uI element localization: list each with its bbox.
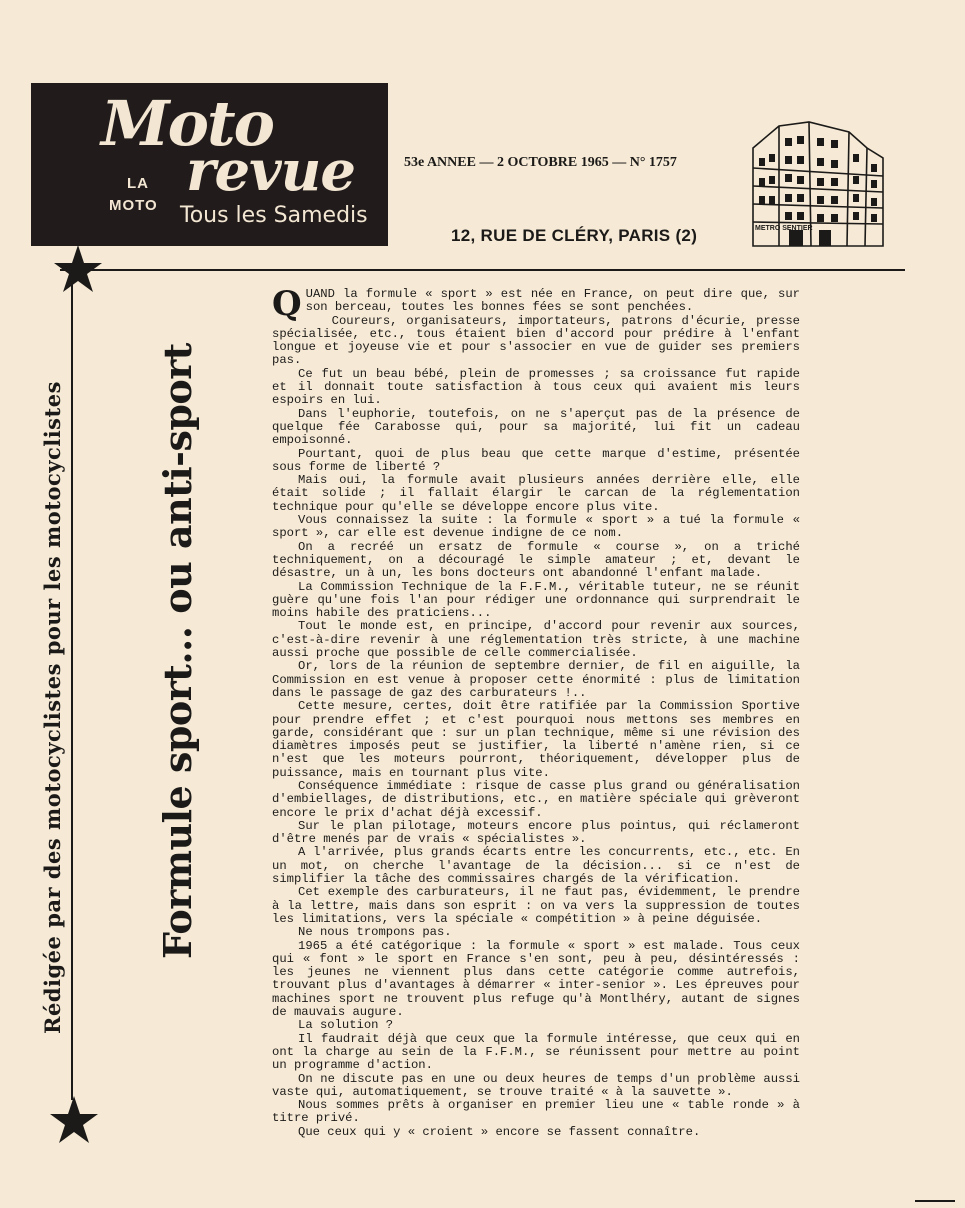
- article-paragraph: Il faudrait déjà que ceux que la formule intéresse, que ceux qui en ont la charge au sein de la F.F.M., se réunissent pour mettre au point un programme d'action.: [272, 1031, 800, 1073]
- article-paragraph: Coureurs, organisateurs, importateurs, patrons d'écurie, presse spécialisée, etc., tous étaient bien d'accord pour prédire à l'enfant longue et joyeuse vie et pour s'associer en vue de guider ses premiers pas.: [272, 313, 800, 368]
- article-paragraph: Mais oui, la formule avait plusieurs années derrière elle, elle était solide ; il fallait élargir le carcan de la réglementation technique pour qu'elle se développe encore plus vite.: [272, 473, 800, 514]
- building-illustration: [749, 118, 885, 248]
- article-paragraph: La solution ?: [298, 1018, 394, 1033]
- article-paragraph: Que ceux qui y « croient » encore se fassent connaître.: [298, 1124, 701, 1139]
- logo-tagline: Tous les Samedis: [180, 203, 368, 228]
- logo-moto-word: Moto: [101, 87, 273, 160]
- article-paragraph: Tout le monde est, en principe, d'accord pour revenir aux sources, c'est-à-dire revenir à une réglementation très stricte, à une machine aussi proche que possible de celle commercialisée.: [272, 619, 800, 661]
- article-paragraph: Nous sommes prêts à organiser en premier lieu une « table ronde » à titre privé.: [272, 1098, 800, 1126]
- article-paragraph: Ne nous trompons pas.: [298, 925, 452, 940]
- side-rule: [71, 275, 73, 1100]
- article-paragraph: A l'arrivée, plus grands écarts entre les concurrents, etc., etc. En un mot, on cherche l'avantage de la décision... si ce n'est de simplifier la tâche des commissaires chargés de la vérification.: [272, 845, 800, 887]
- address-line: 12, RUE DE CLÉRY, PARIS (2): [451, 226, 698, 245]
- article-headline: Formule sport... ou anti-sport: [155, 343, 200, 959]
- header-rule: [60, 269, 905, 271]
- article-paragraph: On a recréé un ersatz de formule « course », on a triché techniquement, on a découragé le simple amateur ; et, devant le désastre, un à un, les bons docteurs ont abandonné l'enfant malade.: [272, 539, 800, 581]
- footer-rule: [915, 1200, 955, 1202]
- drop-cap: Q: [272, 284, 302, 324]
- star-icon: [48, 1094, 100, 1146]
- article-paragraph: Cette mesure, certes, doit être ratifiée par la Commission Sportive pour prendre effet ; et c'est pourquoi nous mettons ses membres en garde, considérant que : sur un plan technique, même si une révision des diamètres imposés peut se justifier, la liberté n'amène rien, si ce n'est que les moteurs pourront, théoriquement, développer plus de puissance, mais en tournant plus vite.: [272, 699, 800, 780]
- article-paragraph: Or, lors de la réunion de septembre dernier, de fil en aiguille, la Commission en est venue à proposer cette énormité : plus de limitation dans le passage de gaz des carburateurs !..: [272, 659, 800, 700]
- article-paragraph: Sur le plan pilotage, moteurs encore plus pointus, qui réclameront d'être menés par de vrais « spécialistes ».: [272, 818, 800, 847]
- article-paragraph: Conséquence immédiate : risque de casse plus grand ou généralisation d'embiellages, de distributions, etc., en matière spéciale qui grèveront encore le prix d'achat déjà excessif.: [272, 778, 800, 820]
- article-paragraph: Vous connaissez la suite : la formule « sport » a tué la formule « sport », car elle est devenue indigne de ce nom.: [272, 513, 800, 541]
- logo-revue-word: revue: [186, 138, 356, 204]
- masthead-logo: [31, 83, 388, 246]
- article-paragraph: Pourtant, quoi de plus beau que cette marque d'estime, présentée sous forme de liberté ?: [272, 446, 800, 474]
- article-paragraph: Ce fut un beau bébé, plein de promesses ; sa croissance fut rapide et il donnait toute satisfaction à tous ceux qui avaient mis leurs espoirs en lui.: [272, 366, 800, 408]
- article-paragraph: Cet exemple des carburateurs, il ne faut pas, évidemment, le prendre à la lettre, mais dans son esprit : on va vers la suppression de toutes les limitations, vers la spéciale « compétition » à peine déguisée.: [272, 885, 800, 926]
- article-paragraph: 1965 a été catégorique : la formule « sport » est malade. Tous ceux qui « font » le sport en France s'en sont, peu à peu, désintéressés : les jeunes ne viennent plus dans cette catégorie comme autrefois, trouvant plus d'avantages à démarrer « inter-senior ». Les épreuves pour machines sport ne trouvent plus refuge qu'à Montlhéry, autant de signes de mauvais augure.: [272, 938, 800, 1020]
- article-body: [272, 284, 800, 1139]
- side-tagline: Rédigée par des motocyclistes pour les motocyclistes: [40, 381, 65, 1034]
- issue-line: 53e ANNEE — 2 OCTOBRE 1965 — N° 1757: [404, 155, 677, 170]
- article-paragraph: UAND la formule « sport » est née en France, on peut dire que, sur son berceau, toutes les bonnes fées se sont penchées.: [305, 287, 800, 315]
- article-paragraph: On ne discute pas en une ou deux heures de temps d'un problème aussi vaste qui, automatiquement, se trouve traité « à la sauvette ».: [272, 1071, 800, 1099]
- article-paragraph: Dans l'euphorie, toutefois, on ne s'aperçut pas de la présence de quelque fée Carabosse qui, pour sa majorité, lui fit un cadeau empoisonné.: [272, 406, 800, 448]
- logo-moto-small-word: MOTO: [109, 197, 158, 214]
- article-paragraph: La Commission Technique de la F.F.M., véritable tuteur, ne se réunit guère qu'une fois l'an pour rédiger une ordonnance qui surprendrait le moins habile des praticiens...: [272, 579, 800, 621]
- star-icon: [52, 243, 104, 295]
- logo-la-word: LA: [127, 175, 149, 192]
- metro-sign: METRO SENTIER: [755, 225, 813, 232]
